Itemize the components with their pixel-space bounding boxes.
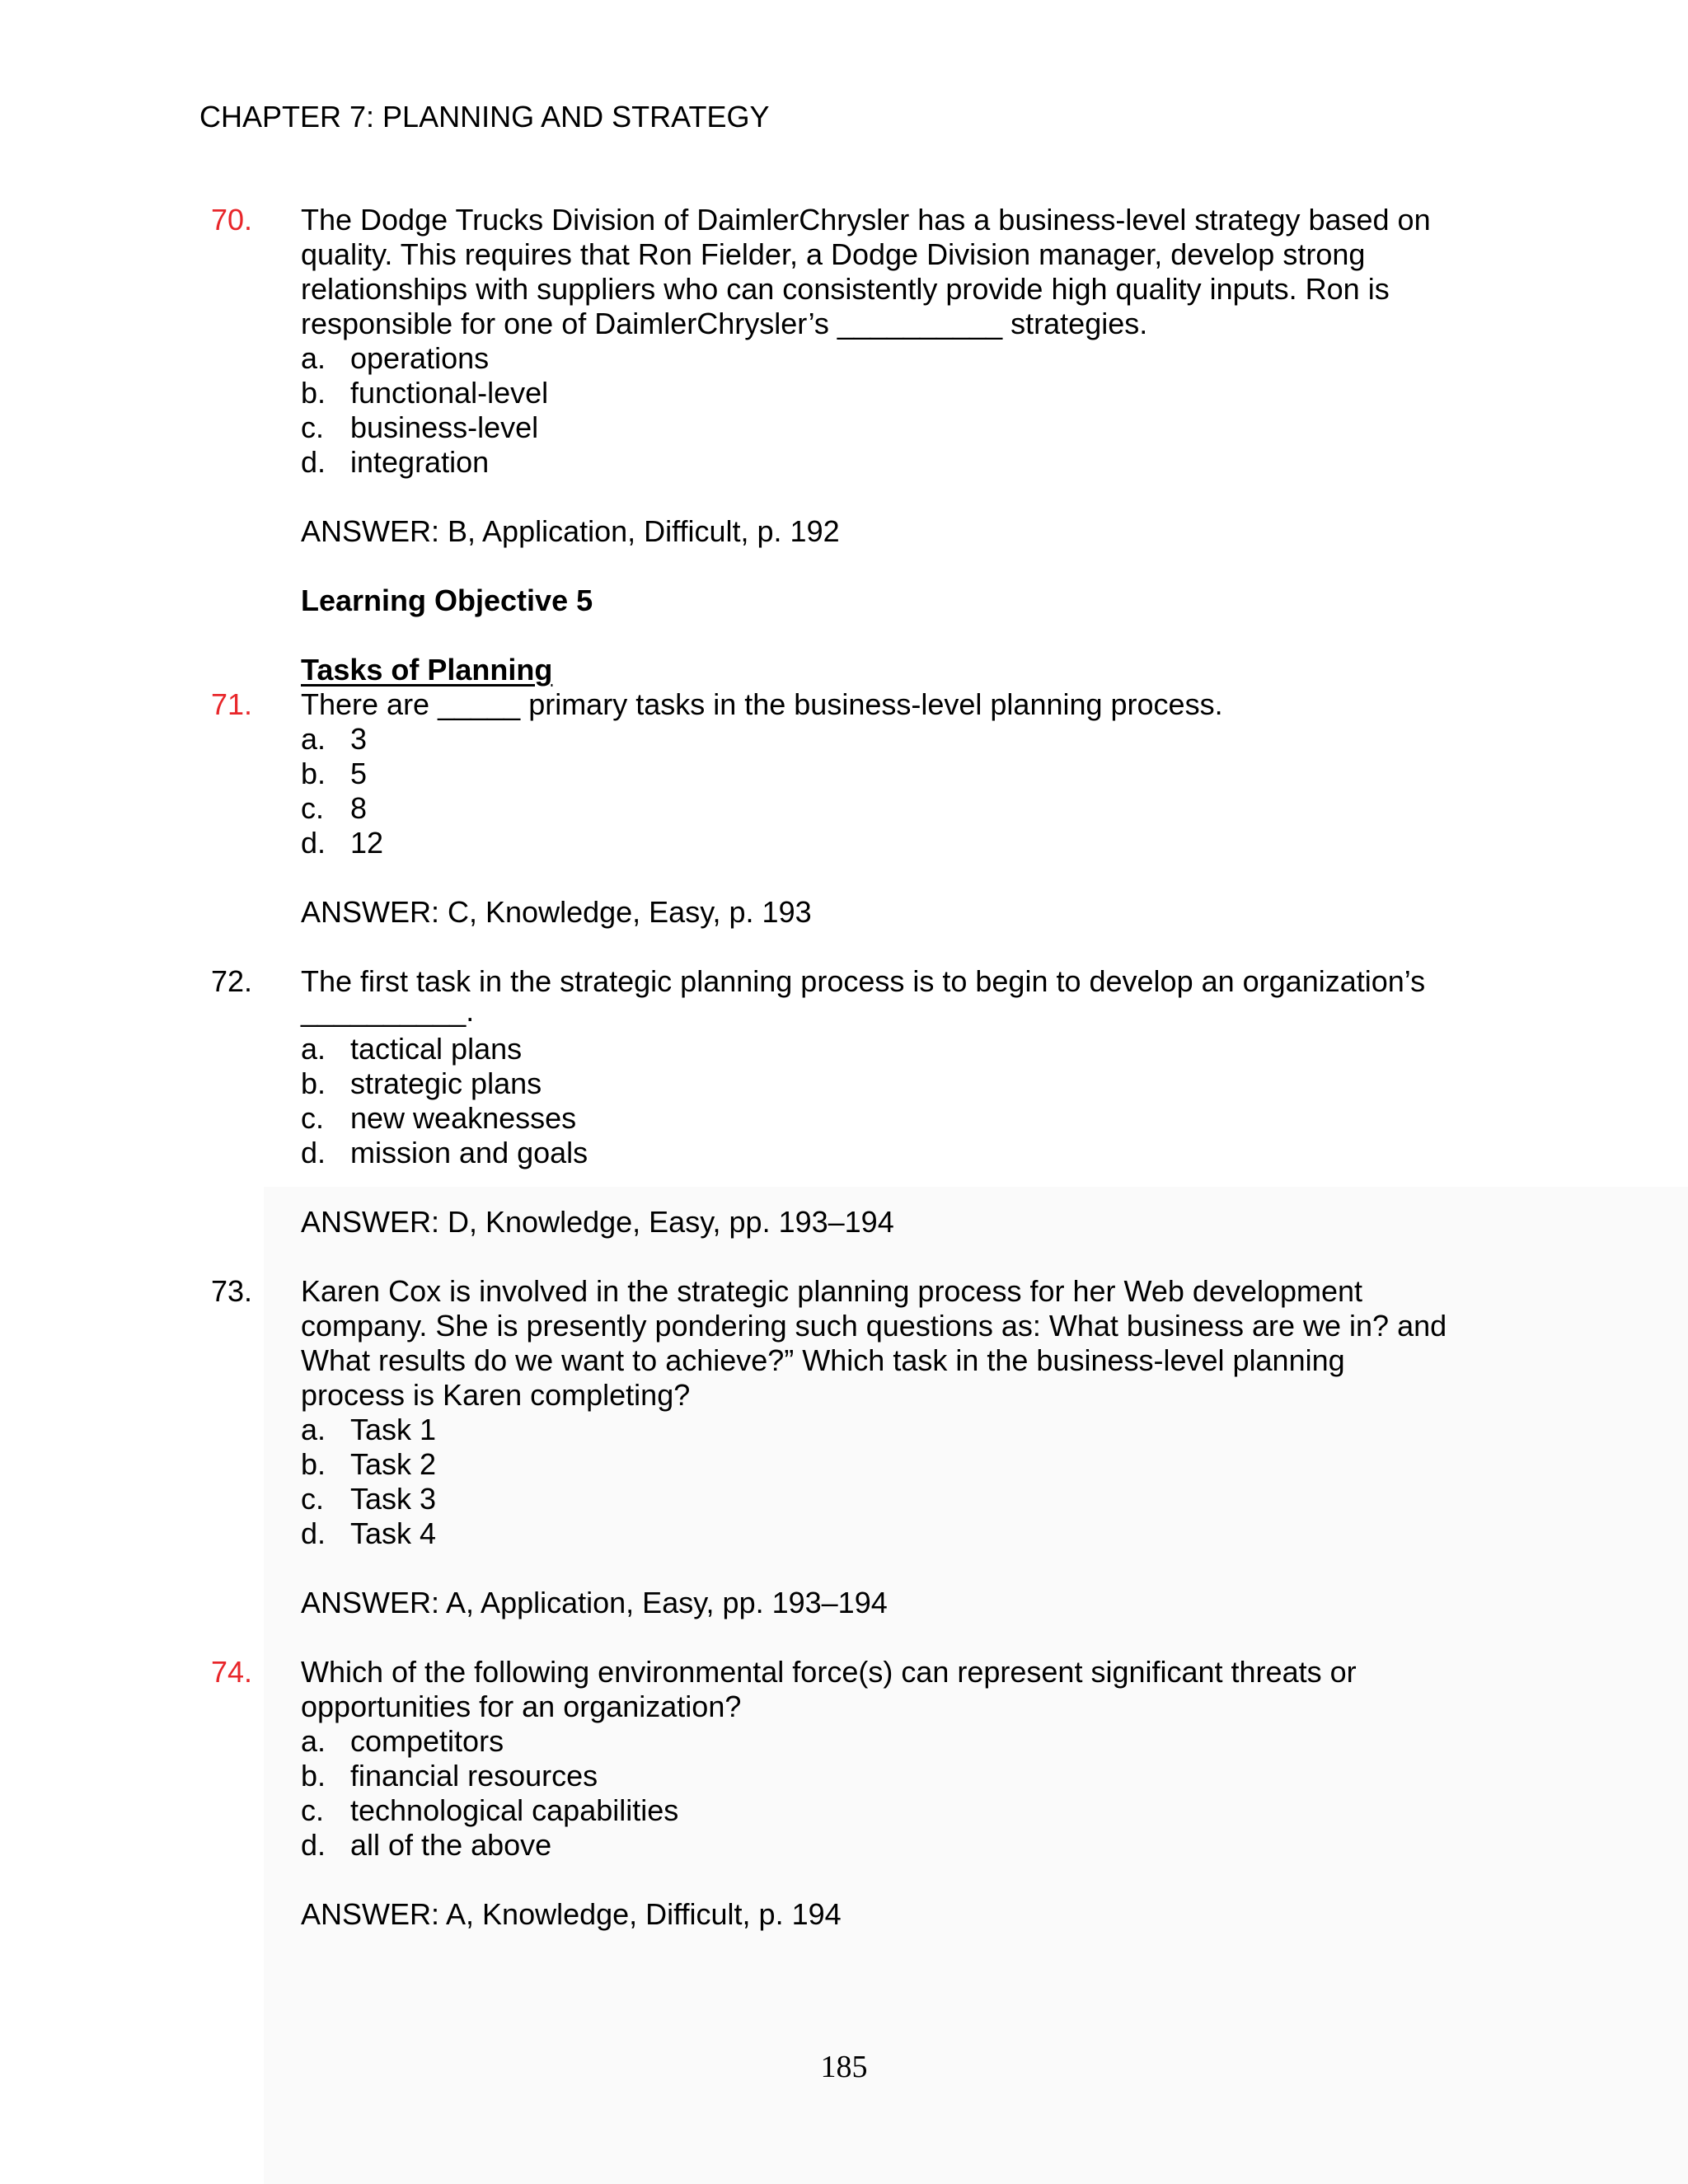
- option-letter: a.: [301, 1724, 326, 1758]
- answer-option: [199, 1447, 1518, 1482]
- option-text: strategic plans: [350, 1066, 542, 1100]
- option-text: new weaknesses: [350, 1101, 577, 1135]
- answer-key: ANSWER: A, Knowledge, Difficult, p. 194: [301, 1897, 842, 1931]
- option-letter: a.: [301, 341, 326, 375]
- answer-option: [199, 410, 1518, 445]
- answer-option: [199, 1724, 1518, 1759]
- question-stem-line: The Dodge Trucks Division of DaimlerChrysler has a business-level strategy based on: [301, 203, 1431, 237]
- option-letter: d.: [301, 1828, 326, 1862]
- section-heading: Tasks of Planning: [301, 653, 553, 687]
- answer-key: ANSWER: A, Application, Easy, pp. 193–194: [301, 1586, 888, 1619]
- option-letter: a.: [301, 1032, 326, 1066]
- question-stem-line: The first task in the strategic planning process is to begin to develop an organization’s: [301, 964, 1426, 998]
- question-70: [199, 203, 1518, 237]
- option-letter: c.: [301, 1482, 325, 1516]
- answer-option: [199, 1759, 1518, 1793]
- answer-key: ANSWER: B, Application, Difficult, p. 192: [301, 514, 840, 548]
- option-letter: b.: [301, 757, 326, 790]
- option-text: business-level: [350, 410, 539, 444]
- option-text: 5: [350, 757, 368, 790]
- answer-option: [199, 445, 1518, 480]
- answer-option: [199, 1101, 1518, 1136]
- answer-option: [199, 376, 1518, 410]
- option-letter: c.: [301, 1793, 325, 1827]
- answer-option: [199, 1032, 1518, 1066]
- question-stem-line: quality. This requires that Ron Fielder, a Dodge Division manager, develop strong: [301, 237, 1366, 271]
- option-letter: c.: [301, 791, 325, 825]
- question-73: [199, 1274, 1518, 1309]
- option-text: tactical plans: [350, 1032, 523, 1066]
- option-letter: a.: [301, 722, 326, 756]
- question-number: 74.: [211, 1655, 253, 1689]
- chapter-header: CHAPTER 7: PLANNING AND STRATEGY: [199, 100, 770, 134]
- option-text: Task 1: [350, 1413, 437, 1446]
- option-text: mission and goals: [350, 1136, 588, 1169]
- page-number: 185: [820, 2050, 868, 2084]
- question-stem-line: What results do we want to achieve?” Which task in the business-level planning: [301, 1343, 1345, 1377]
- learning-objective-heading: Learning Objective 5: [301, 583, 593, 617]
- answer-option: [199, 1516, 1518, 1551]
- answer-key: ANSWER: D, Knowledge, Easy, pp. 193–194: [301, 1205, 894, 1239]
- option-letter: d.: [301, 445, 326, 479]
- option-text: 12: [350, 826, 384, 860]
- answer-option: [199, 1413, 1518, 1447]
- answer-option: [199, 341, 1518, 376]
- option-letter: a.: [301, 1413, 326, 1446]
- answer-option: [199, 791, 1518, 826]
- answer-option: [199, 1482, 1518, 1516]
- option-letter: b.: [301, 1447, 326, 1481]
- question-stem-line: process is Karen completing?: [301, 1378, 691, 1412]
- answer-option: [199, 1136, 1518, 1170]
- question-stem-line: relationships with suppliers who can consistently provide high quality inputs. Ron is: [301, 272, 1390, 306]
- option-text: competitors: [350, 1724, 504, 1758]
- option-text: Task 3: [350, 1482, 437, 1516]
- answer-option: [199, 826, 1518, 860]
- option-text: functional-level: [350, 376, 549, 410]
- question-74: [199, 1655, 1518, 1690]
- answer-option: [199, 722, 1518, 757]
- question-stem-line: Which of the following environmental force(s) can represent significant threats or: [301, 1655, 1357, 1689]
- answer-option: [199, 1793, 1518, 1828]
- answer-option: [199, 757, 1518, 791]
- question-number: 72.: [211, 964, 253, 998]
- option-text: Task 4: [350, 1516, 437, 1550]
- option-text: Task 2: [350, 1447, 437, 1481]
- option-letter: c.: [301, 410, 325, 444]
- question-stem-line: responsible for one of DaimlerChrysler’s __________ strategies.: [301, 307, 1148, 340]
- question-list: [199, 203, 1518, 1932]
- question-stem-line: Karen Cox is involved in the strategic planning process for her Web development: [301, 1274, 1363, 1308]
- option-letter: d.: [301, 1136, 326, 1169]
- question-stem-line: __________.: [301, 994, 475, 1028]
- option-letter: c.: [301, 1101, 325, 1135]
- option-letter: d.: [301, 1516, 326, 1550]
- option-text: 3: [350, 722, 368, 756]
- question-stem-line: opportunities for an organization?: [301, 1690, 742, 1723]
- option-text: integration: [350, 445, 490, 479]
- option-text: operations: [350, 341, 490, 375]
- answer-option: [199, 1828, 1518, 1863]
- option-letter: b.: [301, 1066, 326, 1100]
- option-text: technological capabilities: [350, 1793, 679, 1827]
- option-letter: b.: [301, 1759, 326, 1793]
- answer-option: [199, 1066, 1518, 1101]
- option-text: all of the above: [350, 1828, 552, 1862]
- option-letter: b.: [301, 376, 326, 410]
- question-stem-line: company. She is presently pondering such questions as: What business are we in? and: [301, 1309, 1447, 1343]
- answer-key: ANSWER: C, Knowledge, Easy, p. 193: [301, 895, 812, 929]
- question-number: 73.: [211, 1274, 253, 1308]
- option-letter: d.: [301, 826, 326, 860]
- question-stem-line: There are _____ primary tasks in the business-level planning process.: [301, 687, 1223, 721]
- question-number: 71.: [211, 687, 253, 721]
- question-number: 70.: [211, 203, 253, 237]
- option-text: 8: [350, 791, 368, 825]
- option-text: financial resources: [350, 1759, 598, 1793]
- question-71: [199, 687, 1518, 722]
